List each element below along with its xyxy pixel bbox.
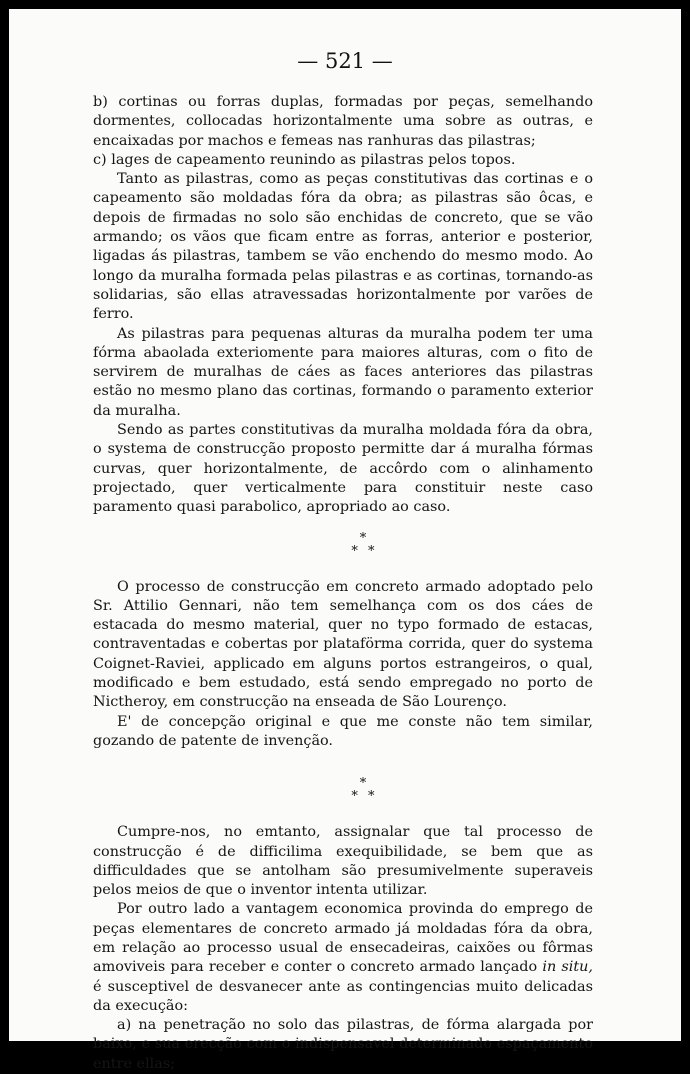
paragraph-a-penetracao: a) na penetração no solo das pilastras, de fórma alargada por baixo, e sua erecção com o indispensavel determinado espaçamento entre ellas; xyxy=(93,1017,593,1072)
page-number: — 521 — xyxy=(297,49,393,73)
paragraph-partes-constitutivas: Sendo as partes constitutivas da muralha moldada fóra da obra, o systema de construcção proposto permitte dar á muralha fórmas curvas, quer horizontalmente, de accôrdo com o alinhamento projectado, quer verticalmente para constituir neste caso paramento quasi parabolico, apropriado ao caso. xyxy=(93,422,593,516)
paragraph-processo-gennari: O processo de construcção em concreto armado adoptado pelo Sr. Attilio Gennari, não tem semelhança com os dos cáes de estacada do mesmo material, quer no typo formado de estacas, contraventadas e cobertas por plataförma corrida, quer do systema Coignet-Raviei, applicado em alguns portos estrangeiros, o qual, modificado e bem estudado, está sendo empregado no porto de Nictheroy, em construcção na enseada de São Lourenço. xyxy=(93,578,593,711)
asterism-top: * xyxy=(359,776,367,792)
section-asterism-1 xyxy=(133,532,593,558)
vantagem-text-b: é susceptivel de desvanecer ante as contingencias muito delicadas da execução: xyxy=(93,978,593,1014)
paragraph-vantagem-economica xyxy=(93,900,593,1016)
document-page xyxy=(9,9,681,1072)
asterism-top: * xyxy=(359,530,367,546)
paragraph-cumpre-nos: Cumpre-nos, no emtanto, assignalar que tal processo de construcção é de difficilima exequibilidade, se bem que as difficuldades que se antolham são presumivelmente superaveis pelos meios de que o inventor intenta utilizar. xyxy=(93,824,593,899)
paragraph-b-cortinas: b) cortinas ou forras duplas, formadas por peças, semelhando dormentes, collocadas horizontalmente uma sobre as outras, e encaixadas por machos e femeas nas ranhuras das pilastras; xyxy=(93,94,593,149)
asterism-bottom: * * xyxy=(351,789,375,805)
asterism-bottom: * * xyxy=(351,543,375,559)
section-asterism-2 xyxy=(133,777,593,803)
in-situ-italic: in situ, xyxy=(542,959,594,976)
paragraph-pilastras-alturas: As pilastras para pequenas alturas da muralha podem ter uma fórma abaolada exteriomente para maiores alturas, com o fito de servirem de muralhas de cáes as faces anteriores das pilastras estão no mesmo plano das cortinas, formando o paramento exterior da muralha. xyxy=(93,325,593,419)
paragraph-concepcao-original: E' de concepção original e que me conste não tem similar, gozando de patente de invenção. xyxy=(93,713,593,749)
body-text xyxy=(93,93,593,1074)
paragraph-c-lages: c) lages de capeamento reunindo as pilastras pelos topos. xyxy=(93,151,516,168)
vantagem-text-a: Por outro lado a vantagem economica provinda do emprego de peças elementares de concreto armado já moldadas fóra da obra, em relação ao processo usual de ensecadeiras, caixões ou fôrmas amoviveis para receber e conter o concreto armado lançado xyxy=(93,901,593,976)
paragraph-pilastras-moldadas: Tanto as pilastras, como as peças constitutivas das cortinas e o capeamento são moldadas fóra da obra; as pilastras são ôcas, e depois de firmadas no solo são enchidas de concreto, que se vão armando; os vãos que ficam entre as forras, anterior e posterior, ligadas ás pilastras, tambem se vão enchendo do mesmo modo. Ao longo da muralha formada pelas pilastras e as cortinas, tornando-as solidarias, são ellas atravessadas horizontalmente por varões de ferro. xyxy=(93,171,593,323)
